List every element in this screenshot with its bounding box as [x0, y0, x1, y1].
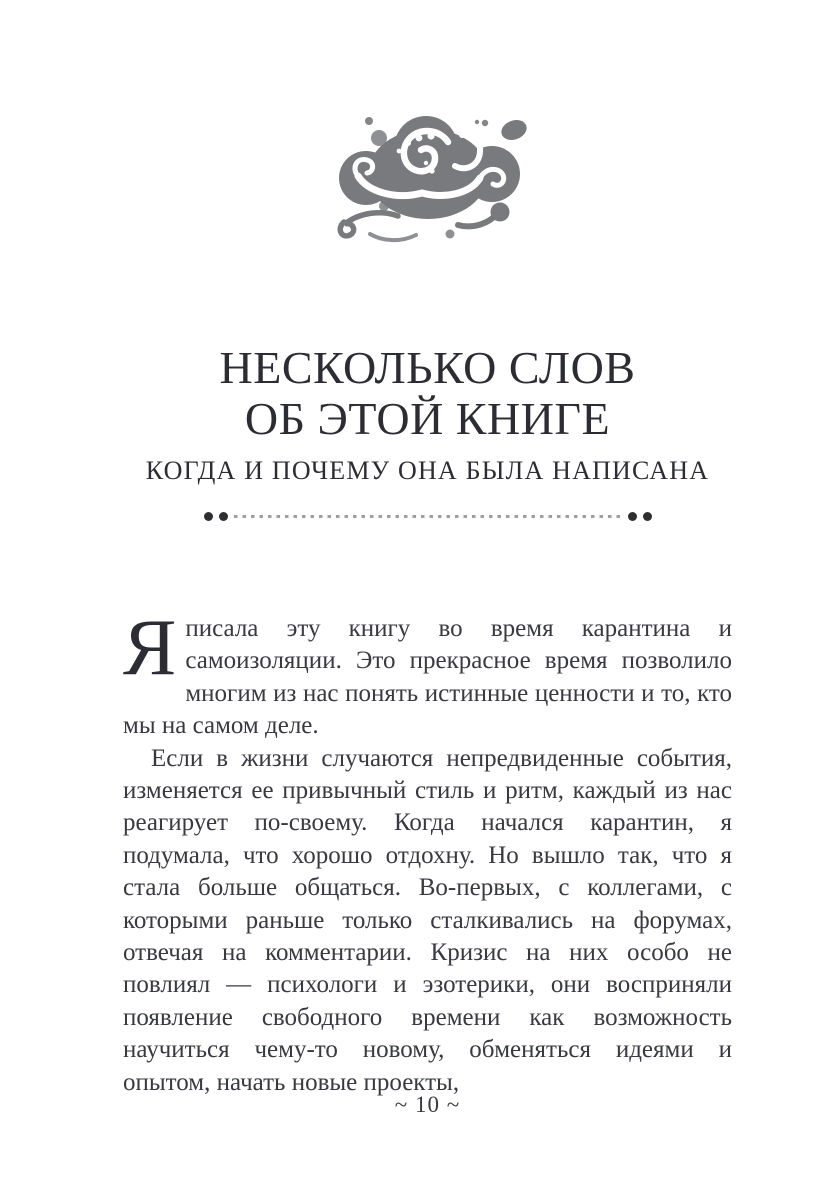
paragraph-1 [123, 604, 732, 743]
chapter-title [123, 342, 732, 444]
divider-dot [219, 512, 228, 521]
body-text [123, 604, 732, 1099]
paragraph-2: Если в жизни случаются непредвиденные события, изменяется ее привычный стиль и ритм, каждый из нас реагирует по-своему. Когда начался карантин, я подумала, что хорошо отдохну. Но вышло так, что я стала больше общаться. Во-первых, с коллегами, с которыми раньше только сталкивались на форумах, отвечая на комментарии. Кризис на них особо не повлиял — психологи и эзотерики, они восприняли появление свободного времени как возможность научиться чему-то новому, обменяться идеями и опытом, начать новые проекты, [123, 744, 732, 1096]
chapter-title-line-2: ОБ ЭТОЙ КНИГЕ [244, 393, 611, 444]
ornamental-divider [204, 512, 652, 521]
chapter-subtitle: КОГДА И ПОЧЕМУ ОНА БЫЛА НАПИСАНА [145, 456, 710, 485]
swirl-cloud-ornament-icon [322, 108, 534, 248]
page-number: ~ 10 ~ [394, 1092, 461, 1117]
divider-dot [643, 512, 652, 521]
drop-cap: Я [123, 604, 177, 692]
chapter-title-line-1: НЕСКОЛЬКО СЛОВ [219, 342, 636, 393]
page-content [123, 0, 732, 1200]
divider-dot [628, 512, 637, 521]
divider-dashed-line [234, 515, 622, 518]
chapter-ornament [123, 0, 732, 248]
divider-dot [204, 512, 213, 521]
paragraph-1-text: писала эту книгу во время карантина и самоизоляции. Это прекрасное время позволило многим из нас понять истинные ценности и то, кто мы на самом деле. [123, 615, 732, 740]
